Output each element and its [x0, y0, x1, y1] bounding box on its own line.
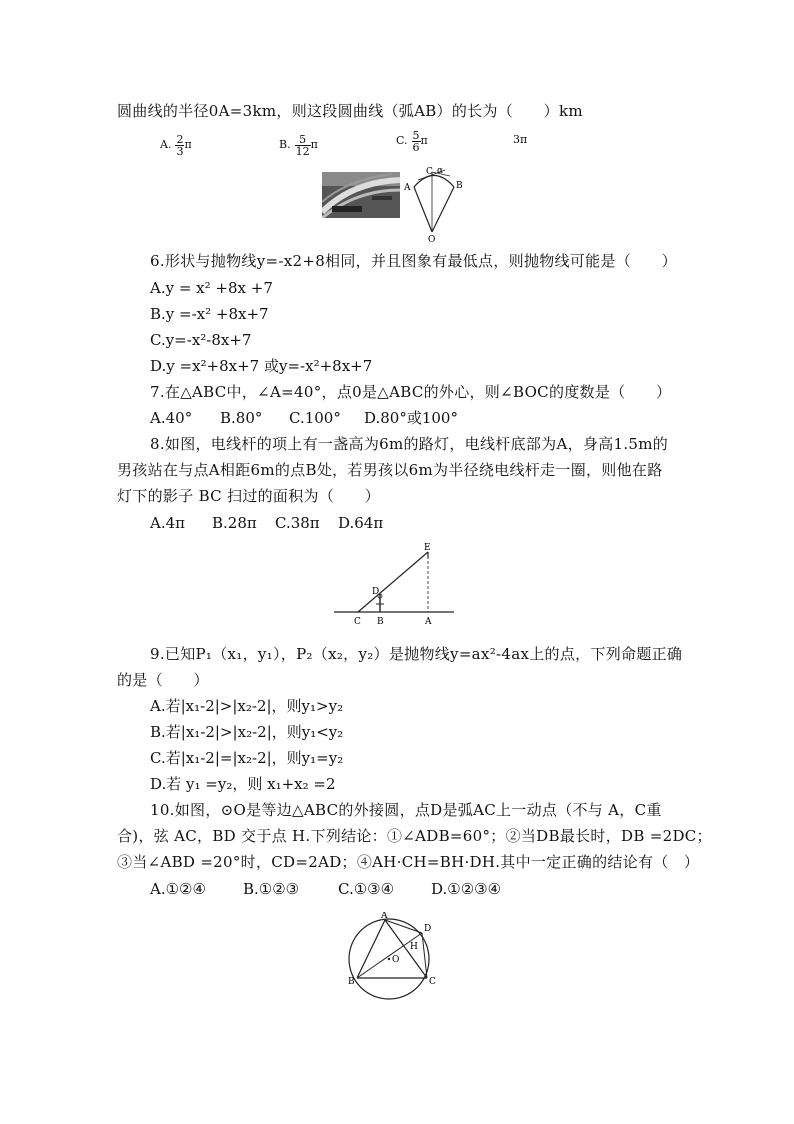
q10-side-ac [385, 920, 427, 978]
q8-line2: 男孩站在与点A相距6m的点B处，若男孩以6m为半径绕电线杆走一圈，则他在路 [117, 461, 663, 479]
q7-option-b: B.80° [220, 409, 263, 427]
q5-option-d [513, 125, 531, 155]
q6-option-b: B.y =-x² +8x+7 [150, 305, 269, 323]
q5-arc-ab [414, 176, 454, 188]
q10-option-d: D.①②③④ [431, 880, 502, 898]
q8-light-ray [358, 552, 428, 612]
q10-circle-figure [340, 912, 440, 1002]
q8-line3: 灯下的影子 BC 扫过的面积为（ ） [117, 487, 381, 505]
q8-label-e: E [424, 543, 431, 553]
q8-option-c: C.38π [275, 514, 320, 532]
q5-option-b [279, 130, 318, 160]
q5-road-photo [322, 172, 400, 218]
q5-option-a [160, 130, 192, 160]
q8-option-d: D.64π [338, 514, 384, 532]
q9-line2: 的是（ ） [117, 671, 209, 689]
q8-option-b: B.28π [212, 514, 257, 532]
q7-stem: 7.在△ABC中，∠A=40°，点0是△ABC的外心，则∠BOC的度数是（ ） [150, 383, 672, 401]
q5-option-b-num: 5 [295, 134, 311, 146]
q5-option-a-den: 3 [176, 144, 184, 158]
q5-option-a-num: 2 [176, 132, 184, 146]
q10-chord-bd [357, 933, 422, 978]
q8-label-d: D [372, 587, 380, 597]
q5-option-c-num: 5 [412, 128, 420, 142]
q5-line1: 圆曲线的半径0A=3km，则这段圆曲线（弧AB）的长为（ ）km [117, 102, 583, 120]
q10-line3: ③当∠ABD =20°时，CD=2AD；④AH·CH=BH·DH.其中一定正确的结论有（ ） [117, 853, 700, 871]
q8-label-c: C [354, 617, 361, 627]
q5-label-o: O [428, 235, 436, 245]
q5-arc-figure [400, 162, 470, 246]
q10-center-dot [388, 958, 390, 960]
q9-option-a: A.若|x₁-2|>|x₂-2|，则y₁>y₂ [150, 697, 344, 715]
q9-option-c: C.若|x₁-2|=|x₂-2|，则y₁=y₂ [150, 749, 344, 767]
q10-label-o: O [392, 955, 400, 965]
q10-option-b: B.①②③ [243, 880, 300, 898]
q5-segment-ao [414, 187, 432, 232]
q8-label-a: A [425, 617, 432, 627]
q6-option-c: C.y=-x²-8x+7 [150, 331, 252, 349]
q5-option-a-label: A. [160, 138, 172, 151]
q5-option-b-den: 12 [295, 144, 310, 158]
q6-option-a: A.y = x² +8x +7 [150, 279, 273, 297]
q10-label-c: C [429, 977, 436, 987]
q5-option-c-pi: π [420, 134, 428, 147]
q8-label-b: B [377, 617, 384, 627]
q9-option-d: D.若 y₁ =y₂，则 x₁+x₂ =2 [150, 775, 336, 793]
q5-label-c: C [426, 167, 433, 177]
q10-label-b: B [348, 977, 355, 987]
q5-option-c-den: 6 [412, 140, 420, 154]
q5-label-a: A [404, 183, 411, 193]
q5-option-c [396, 126, 428, 156]
q10-label-h: H [410, 942, 418, 952]
q8-line1: 8.如图，电线杆的项上有一盏高为6m的路灯，电线杆底部为A，身高1.5m的 [150, 435, 669, 453]
q8-option-a: A.4π [150, 514, 186, 532]
q6-stem: 6.形状与抛物线y=-x2+8相同，并且图象有最低点，则抛物线可能是（ ） [150, 252, 677, 270]
q10-line1: 10.如图，⊙O是等边△ABC的外接圆，点D是弧AC上一动点（不与 A，C重 [150, 801, 662, 819]
q6-option-d: D.y =x²+8x+7 或y=-x²+8x+7 [150, 357, 373, 375]
q5-option-b-pi: π [310, 138, 318, 151]
q5-label-alpha: α [437, 166, 444, 176]
q10-side-ab [357, 920, 385, 978]
q5-option-a-pi: π [184, 138, 192, 151]
q7-option-a: A.40° [150, 409, 193, 427]
q5-option-c-label: C. [396, 134, 408, 147]
q7-option-c: C.100° [289, 409, 341, 427]
q10-line2: 合)，弦 AC，BD 交于点 H.下列结论：①∠ADB=60°；②当DB最长时，DB =2DC； [117, 827, 712, 845]
q5-segment-bo [432, 187, 454, 232]
q10-option-a: A.①②④ [150, 880, 206, 898]
q7-option-d: D.80°或100° [364, 409, 458, 427]
q9-line1: 9.已知P₁（x₁，y₁），P₂（x₂，y₂）是抛物线y=ax²-4ax上的点，下列命题正确 [150, 645, 683, 663]
q5-option-d-text: 3π [513, 133, 528, 146]
q10-option-c: C.①③④ [338, 880, 395, 898]
q10-label-a: A [381, 912, 388, 921]
q5-label-b: B [456, 181, 463, 191]
q8-lamp-figure [330, 538, 458, 628]
q5-option-b-label: B. [279, 138, 291, 151]
q9-option-b: B.若|x₁-2|>|x₂-2|，则y₁<y₂ [150, 723, 344, 741]
q10-label-d: D [424, 924, 432, 934]
